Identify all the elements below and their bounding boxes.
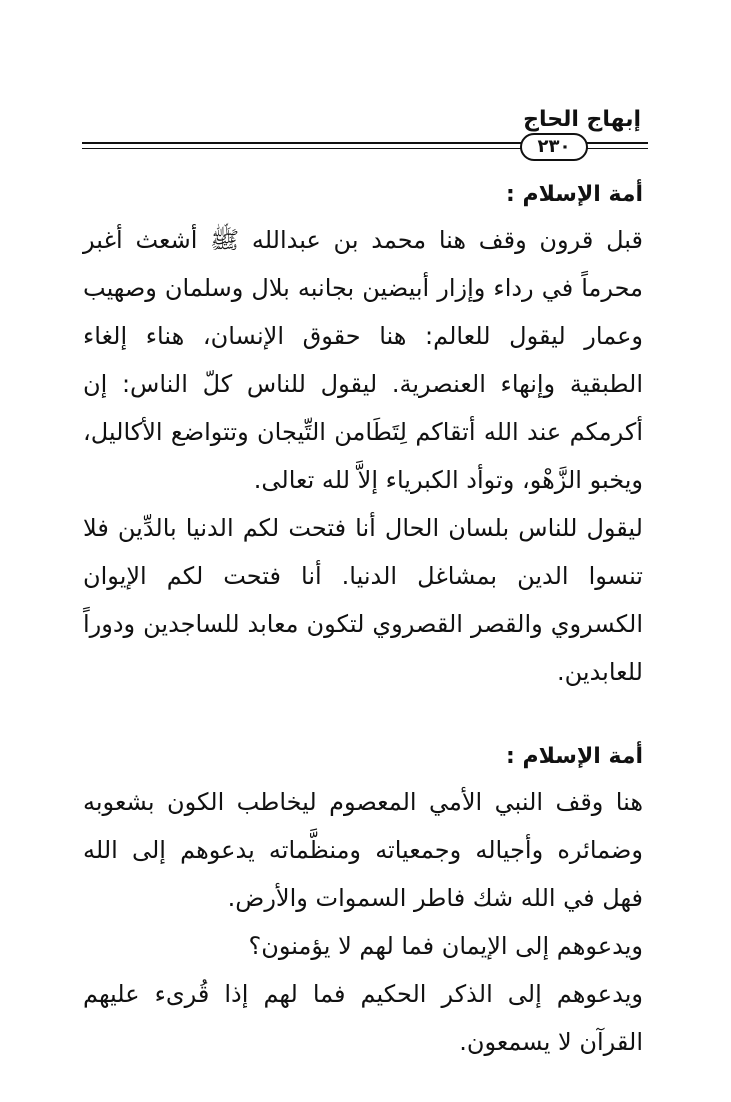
paragraph: ليقول للناس بلسان الحال أنا فتحت لكم الدنيا بالدِّين فلا تنسوا الدين بمشاغل الدنيا. أنا فتحت لكم الإيوان الكسروي والقصر القصروي لتكون معابد للساجدين ودوراً للعابدين. [83, 514, 643, 686]
paragraph: قبل قرون وقف هنا محمد بن عبدالله ﷺ أشعث أغبر محرماً في رداء وإزار أبيضين بجانبه بلال وسلمان وصهيب وعمار ليقول للعالم: هنا حقوق الإنسان، هناء إلغاء الطبقية وإنهاء العنصرية. ليقول للناس كلّ الناس: إن أكرمكم عند الله أتقاكم لِتَطَامن التِّيجان وتتواضع الأكاليل، ويخبو الزَّهْو، وتوأد الكبرياء إلاَّ لله تعالى. [83, 226, 643, 494]
paragraph: هنا وقف النبي الأمي المعصوم ليخاطب الكون بشعوبه وضمائره وأجياله وجمعياته ومنظَّماته يدعوهم إلى الله فهل في الله شك فاطر السموات والأرض. [83, 788, 643, 912]
section-heading: أمة الإسلام : [505, 744, 643, 769]
section-heading: أمة الإسلام : [505, 182, 643, 207]
page-number: ٢٣٠ [520, 133, 588, 161]
section-spacer [83, 696, 643, 740]
paragraph: ويدعوهم إلى الذكر الحكيم فما لهم إذا قُرىء عليهم القرآن لا يسمعون. [83, 980, 643, 1056]
body-text [83, 178, 643, 1066]
running-header-title: إبهاج الحاج [523, 107, 641, 132]
paragraph: ويدعوهم إلى الإيمان فما لهم لا يؤمنون؟ [248, 932, 643, 960]
